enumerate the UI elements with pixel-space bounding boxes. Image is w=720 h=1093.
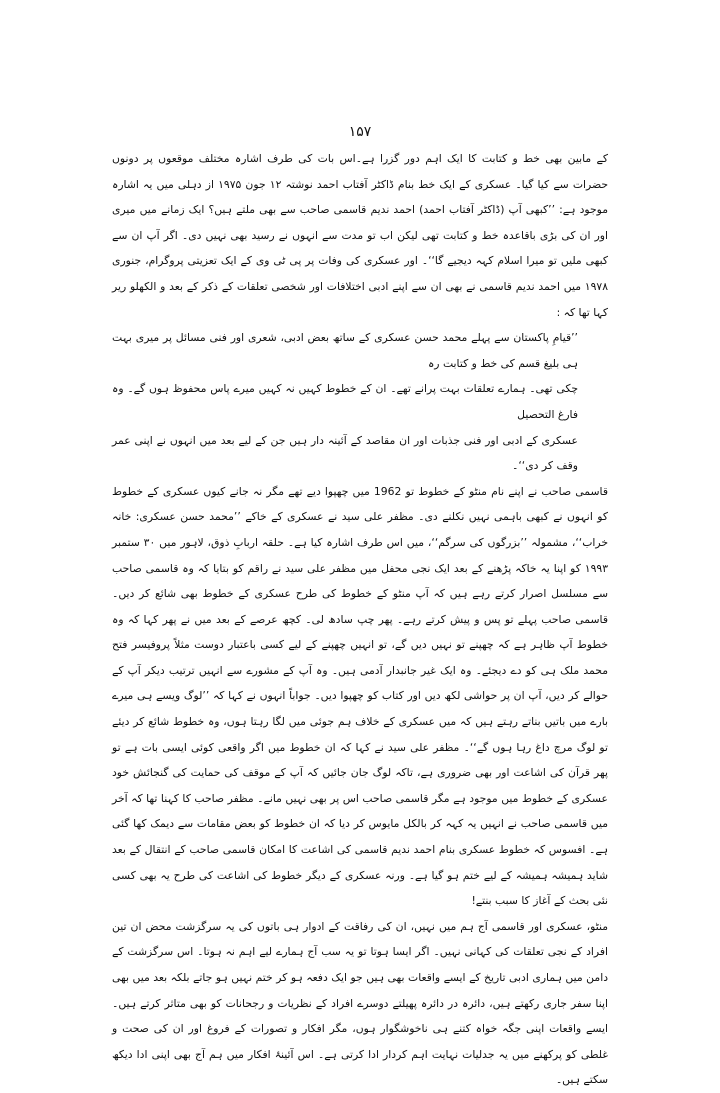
paragraph-2: قاسمی صاحب نے اپنے نام منٹو کے خطوط تو 1962 میں چھپوا دیے تھے مگر نہ جانے کیوں عسکری کے خطوط کو انہوں نے کبھی باہمی نہیں نکلنے دی۔ مظفر علی سید نے عسکری کے خاکے ’’محمد حسن عسکری: خانہ خراب‘‘، مشمولہ ’’بزرگوں کی سرگم‘‘، میں اس طرف اشارہ کیا ہے۔ حلقہ اربابِ ذوق، لاہور میں ۳۰ ستمبر ۱۹۹۳ کو اپنا یہ خاکہ پڑھنے کے بعد ایک نجی محفل میں مظفر علی سید نے راقم کو بتایا کہ وہ قاسمی صاحب سے مسلسل اصرار کرتے رہے ہیں کہ آپ منٹو کے خطوط کی طرح عسکری کے خطوط بھی شائع کر دیں۔ قاسمی صاحب پہلے تو پس و پیش کرتے رہے۔ پھر چپ سادھ لی۔ کچھ عرصے کے بعد میں نے پھر کہا کہ وہ خطوط آپ ظاہر ہے کہ چھپنے تو نہیں دیں گے، تو انہیں چھپنے کے لیے کسی باعتبار دوست مثلاً پروفیسر فتح محمد ملک ہی کو دے دیجئے۔ وہ ایک غیر جانبدار آدمی ہیں۔ وہ آپ کے مشورے سے انہیں ترتیب دیکر آپ کے حوالے کر دیں، آپ ان پر حواشی لکھ دیں اور کتاب کو چھپوا دیں۔ جواباً انہوں نے کہا کہ ’’لوگ ویسے ہی میرے بارے میں باتیں بناتے رہتے ہیں کہ میں عسکری کے خلاف ہم جوئی میں لگا رہتا ہوں، وہ خطوط شائع کر دیئے تو لوگ مرچ داغ رہا ہوں گے‘‘۔ مظفر علی سید نے کہا کہ ان خطوط میں اگر واقعی کوئی ایسی بات ہے تو پھر قرآن کی اشاعت اور بھی ضروری ہے، تاکہ لوگ جان جائیں کہ آپ کے موقف کی حمایت کی گنجائش خود عسکری کے خطوط میں موجود ہے مگر قاسمی صاحب اس پر بھی نہیں مانے۔ مظفر صاحب کا کہنا تھا کہ آخر میں قاسمی صاحب نے انہیں یہ کہہ کر بالکل مایوس کر دیا کہ ان خطوط کو بعض مقامات سے دیمک کھا گئی ہے۔ افسوس کہ خطوط عسکری بنام احمد ندیم قاسمی کی اشاعت کا امکان قاسمی صاحب کے انتقال کے بعد شاید ہمیشہ ہمیشہ کے لیے ختم ہو گیا ہے۔ ورنہ عسکری کے دیگر خطوط کی اشاعت کی طرح یہ بھی کسی نئی بحث کے آغاز کا سبب بنتے! <box>112 484 609 908</box>
quote-line-1: ’’قیامِ پاکستان سے پہلے محمد حسن عسکری کے ساتھ بعض ادبی، شعری اور فنی مسائل پر میری بہت ہی بلیغ قسم کی خط و کتابت رہ <box>112 331 578 370</box>
paragraph-1: کے مابین بھی خط و کتابت کا ایک اہم دور گزرا ہے۔اس بات کی طرف اشارہ مختلف موقعوں پر دونوں حضرات سے کیا گیا۔ عسکری کے ایک خط بنام ڈاکٹر آفتاب احمد نوشتہ ۱۲ جون ۱۹۷۵ از دہلی میں یہ اشارہ موجود ہے: ’’کبھی آپ (ڈاکٹر آفتاب احمد) احمد ندیم قاسمی صاحب سے بھی ملتے ہیں؟ ایک زمانے میں میری اور ان کی بڑی باقاعدہ خط و کتابت تھی لیکن اب تو مدت سے انہوں نے رسید بھی نہیں دی۔ اگر آپ ان سے کبھی ملیں تو میرا اسلام کہہ دیجیے گا‘‘۔ اور عسکری کی وفات پر پی ٹی وی کے ایک تعزیتی پروگرام، جنوری ۱۹۷۸ میں احمد ندیم قاسمی نے بھی ان سے اپنے ادبی اختلافات اور شخصی تعلقات کے ذکر کے بعد و الکھلو ریر کہا تھا کہ : <box>112 152 608 319</box>
paragraph-3: منٹو، عسکری اور قاسمی آج ہم میں نہیں، ان کی رفاقت کے ادوار ہی باتوں کی یہ سرگزشت محض ان تین افراد کے نجی تعلقات کی کہانی نہیں۔ اگر ایسا ہوتا تو یہ سب آج ہمارے لیے اہم نہ ہوتا۔ اس سرگزشت کے دامن میں ہماری ادبی تاریخ کے ایسے واقعات بھی ہیں جو ایک دفعہ ہو کر ختم نہیں ہو جاتے بلکہ بعد میں بھی اپنا سفر جاری رکھتے ہیں، دائرہ در دائرہ پھیلتے دوسرے افراد کے نظریات و رجحانات کو بھی متاثر کرتے ہیں۔ ایسے واقعات اپنی جگہ خواہ کتنے ہی ناخوشگوار ہوں، مگر افکار و تصورات کے فروغ اور ان کی صحت و غلطی کو پرکھنے میں یہ جدلیات نہایت اہم کردار ادا کرتی ہے۔ اس آئینۂ افکار میں ہم آج بھی اپنی ادا دیکھ سکتے ہیں۔ <box>112 919 608 1087</box>
page-number: ۱۵۷ <box>348 124 372 140</box>
quote-line-2: چکی تھی۔ ہمارے تعلقات بہت پرانے تھے۔ ان کے خطوط کہیں نہ کہیں میرے پاس محفوظ ہوں گے۔ وہ فارغ التحصیل <box>112 382 578 421</box>
quote-line-3: عسکری کے ادبی اور فنی جذبات اور ان مقاصد کے آئینہ دار ہیں جن کے لیے بعد میں انہوں نے اپنی عمر وقف کر دی‘‘۔ <box>112 433 578 473</box>
body-text <box>112 146 608 1093</box>
